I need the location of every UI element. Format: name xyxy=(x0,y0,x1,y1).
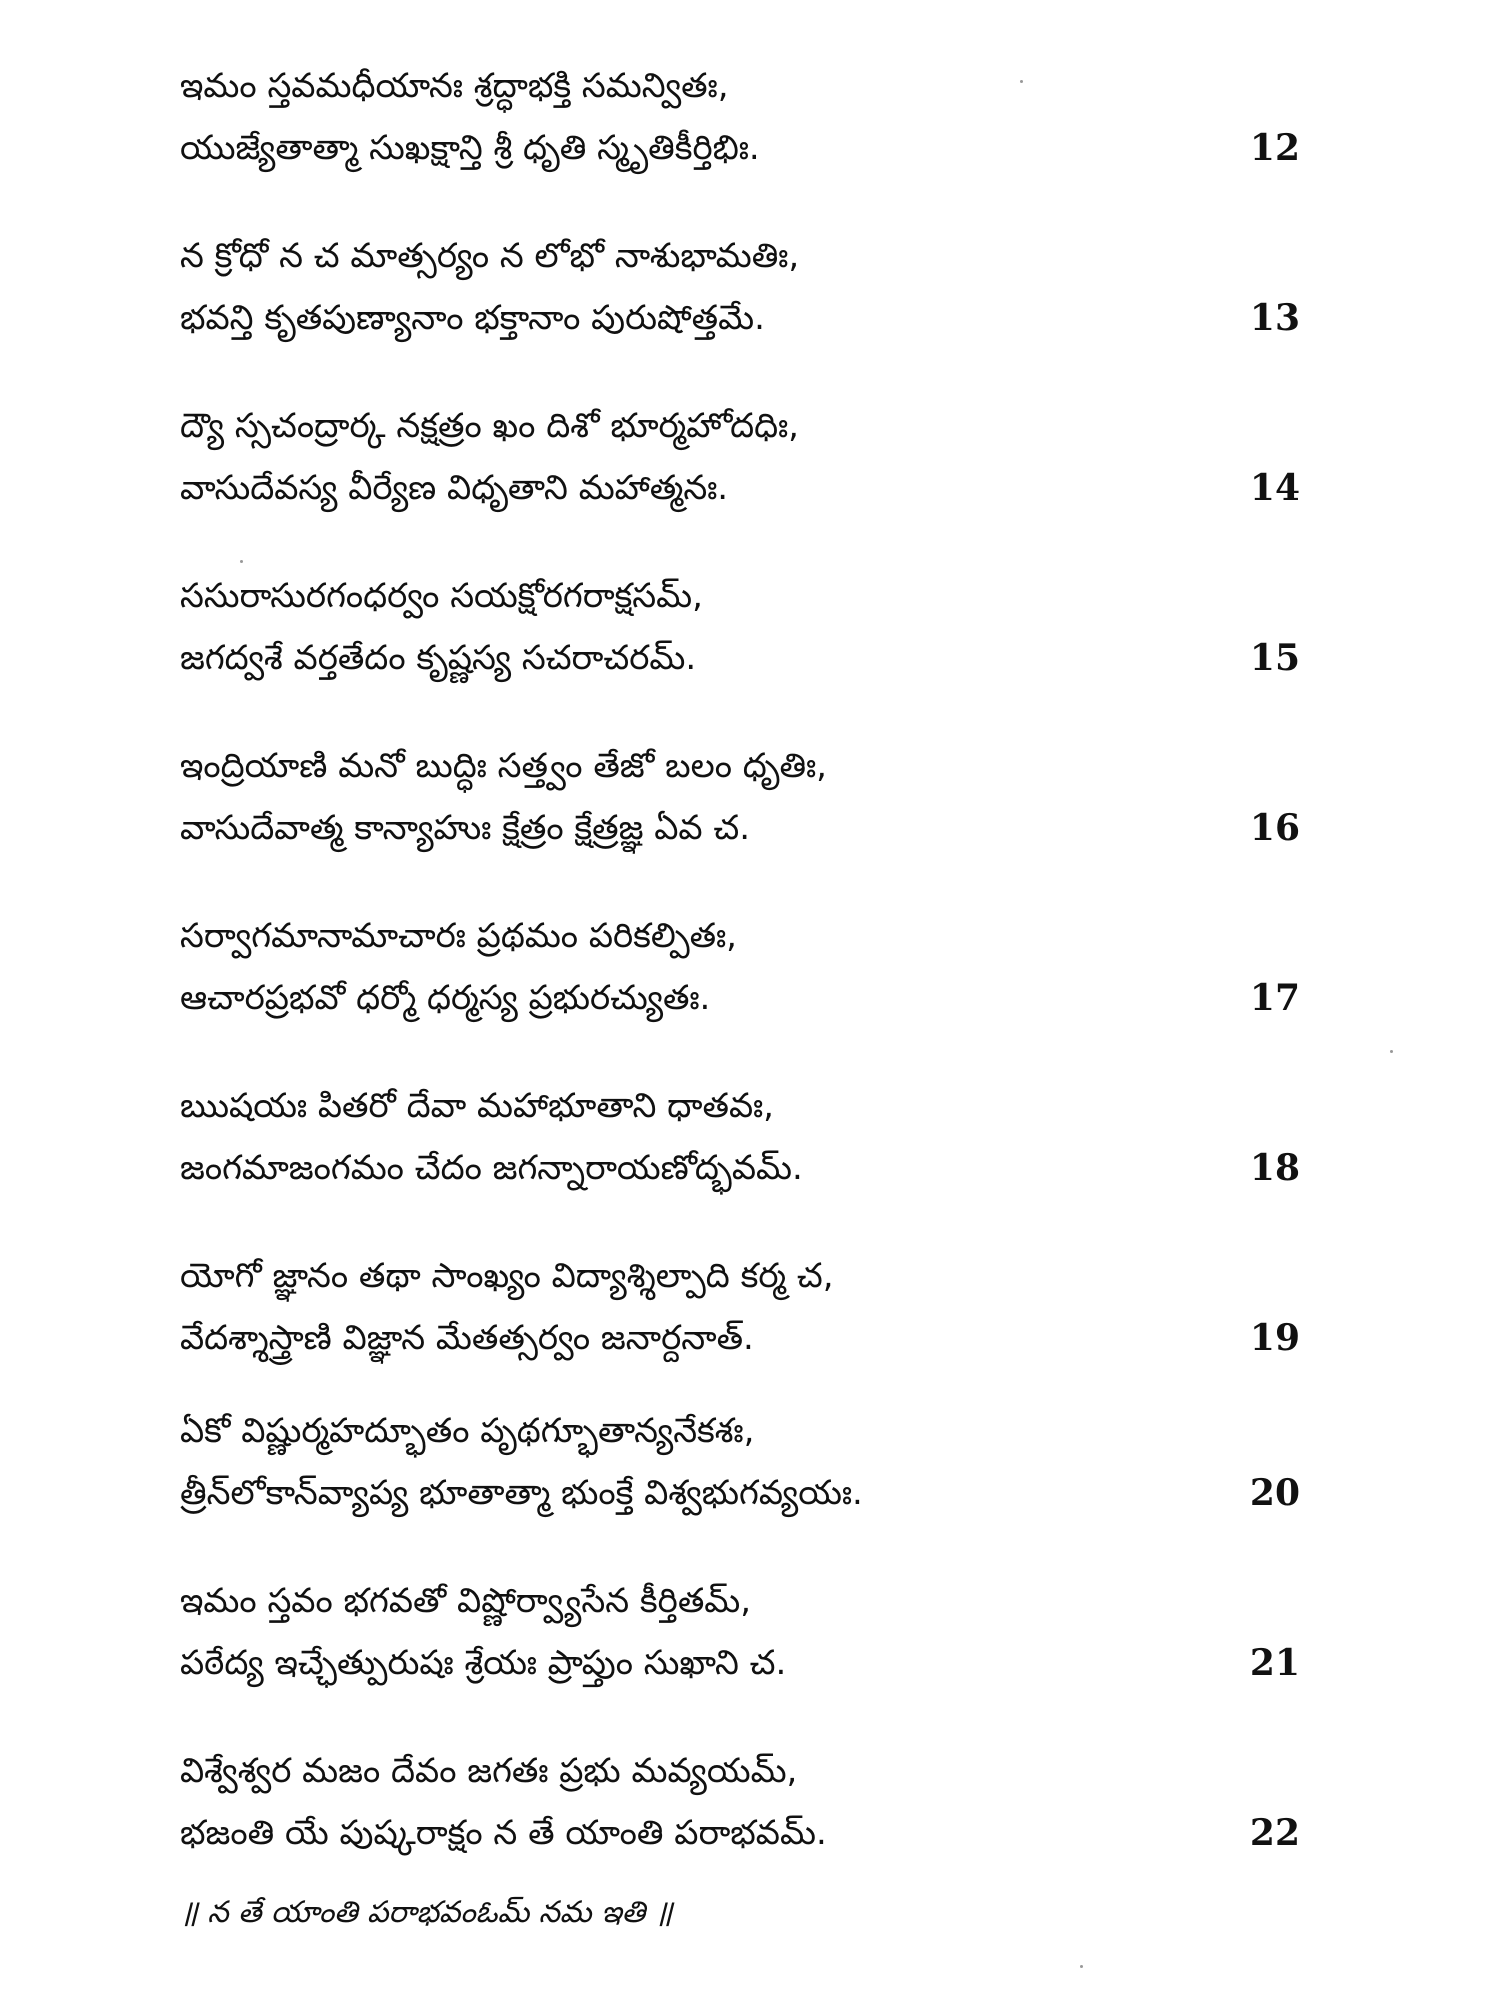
verse-line-1 xyxy=(180,565,1330,627)
verse-line-2 xyxy=(180,457,1330,519)
colophon: ॥ న తే యాంతి పరాభవంఓమ్ నమ ఇతి ॥ xyxy=(180,1895,673,1930)
verse-text: విశ్వేశ్వర మజం దేవం జగతః ప్రభు మవ్యయమ్, xyxy=(180,1751,798,1791)
verse-line-1 xyxy=(180,1400,1330,1462)
verse-number: 13 xyxy=(1249,297,1300,339)
verse-15 xyxy=(180,565,1330,689)
verse-text: భవన్తి కృతపుణ్యానాం భక్తానాం పురుషోత్తమే. xyxy=(180,298,765,338)
verse-line-1 xyxy=(180,735,1330,797)
verse-text: వేదశ్శాస్త్రాణి విజ్ఞాన మేతత్సర్వం జనార్దనాత్. xyxy=(180,1318,754,1358)
verse-line-2 xyxy=(180,627,1330,689)
verse-line-1 xyxy=(180,1245,1330,1307)
verse-text: ఇమం స్తవమధీయానః శ్రద్ధాభక్తి సమన్వితః, xyxy=(180,66,729,106)
verse-number: 18 xyxy=(1249,1147,1300,1189)
verse-line-2 xyxy=(180,117,1330,179)
verse-line-2 xyxy=(180,967,1330,1029)
verse-line-2 xyxy=(180,797,1330,859)
verse-text: ఋషయః పితరో దేవా మహాభూతాని ధాతవః, xyxy=(180,1086,774,1126)
verse-12 xyxy=(180,55,1330,179)
verse-number: 12 xyxy=(1249,127,1300,169)
verse-line-1 xyxy=(180,1740,1330,1802)
verse-text: జంగమాజంగమం చేదం జగన్నారాయణోద్భవమ్. xyxy=(180,1148,803,1188)
verse-line-2 xyxy=(180,1307,1330,1369)
scan-speck xyxy=(1020,80,1023,83)
verse-text: వాసుదేవాత్మ కాన్యాహుః క్షేత్రం క్షేత్రజ్ఞ ఏవ చ. xyxy=(180,808,751,848)
verse-18 xyxy=(180,1075,1330,1199)
verse-14 xyxy=(180,395,1330,519)
verse-line-2 xyxy=(180,1137,1330,1199)
verse-19 xyxy=(180,1245,1330,1369)
verse-line-1 xyxy=(180,1075,1330,1137)
verse-text: వాసుదేవస్య వీర్యేణ విధృతాని మహాత్మనః. xyxy=(180,468,729,508)
verse-text: జగద్వశే వర్తతేదం కృష్ణస్య సచరాచరమ్. xyxy=(180,638,697,678)
verse-text: ద్యౌ స్సచంద్రార్క నక్షత్రం ఖం దిశో భూర్మహోదధిః, xyxy=(180,406,799,446)
verse-17 xyxy=(180,905,1330,1029)
verse-text: పఠేద్య ఇచ్ఛేత్పురుషః శ్రేయః ప్రాప్తుం సుఖాని చ. xyxy=(180,1643,787,1683)
verse-text: యోగో జ్ఞానం తథా సాంఖ్యం విద్యాశ్శిల్పాది కర్మ చ, xyxy=(180,1256,834,1296)
verse-text: న క్రోధో న చ మాత్సర్యం న లోభో నాశుభామతిః, xyxy=(180,236,800,276)
verse-number: 14 xyxy=(1249,467,1300,509)
verse-16 xyxy=(180,735,1330,859)
scan-speck xyxy=(1080,1965,1083,1968)
verse-text: ఏకో విష్ణుర్మహద్భూతం పృథగ్భూతాన్యనేకశః, xyxy=(180,1411,755,1451)
verse-text: ఇంద్రియాణి మనో బుద్ధిః సత్త్వం తేజో బలం ధృతిః, xyxy=(180,746,827,786)
verse-21 xyxy=(180,1570,1330,1694)
scan-speck xyxy=(240,560,243,563)
verse-line-1 xyxy=(180,905,1330,967)
verse-line-1 xyxy=(180,55,1330,117)
verse-text: భజంతి యే పుష్కరాక్షం న తే యాంతి పరాభవమ్. xyxy=(180,1813,827,1853)
verse-13 xyxy=(180,225,1330,349)
verse-number: 21 xyxy=(1249,1642,1300,1684)
scan-speck xyxy=(1390,1050,1393,1053)
verse-text: త్రీన్‌లోకాన్‌వ్యాప్య భూతాత్మా భుంక్తే విశ్వభుగవ్యయః. xyxy=(180,1473,863,1513)
verse-text: ఇమం స్తవం భగవతో విష్ణోర్వ్యాసేన కీర్తితమ్, xyxy=(180,1581,752,1621)
verse-number: 16 xyxy=(1249,807,1300,849)
verse-number: 20 xyxy=(1249,1472,1300,1514)
verse-text: ససురాసురగంధర్వం సయక్షోరగరాక్షసమ్, xyxy=(180,576,703,616)
verse-line-1 xyxy=(180,395,1330,457)
verse-number: 15 xyxy=(1249,637,1300,679)
verse-number: 17 xyxy=(1249,977,1300,1019)
verse-text: సర్వాగమానామాచారః ప్రథమం పరికల్పితః, xyxy=(180,916,737,956)
verse-number: 22 xyxy=(1249,1812,1300,1854)
verse-line-1 xyxy=(180,1570,1330,1632)
verse-text: ఆచారప్రభవో ధర్మో ధర్మస్య ప్రభురచ్యుతః. xyxy=(180,978,711,1018)
verse-20 xyxy=(180,1400,1330,1524)
verse-line-1 xyxy=(180,225,1330,287)
verse-22 xyxy=(180,1740,1330,1864)
verse-text: యుజ్యేతాత్మా సుఖక్షాన్తి శ్రీ ధృతి స్మృతికీర్తిభిః. xyxy=(180,128,760,168)
verse-line-2 xyxy=(180,287,1330,349)
verse-line-2 xyxy=(180,1802,1330,1864)
verse-line-2 xyxy=(180,1462,1330,1524)
verse-line-2 xyxy=(180,1632,1330,1694)
verse-number: 19 xyxy=(1249,1317,1300,1359)
